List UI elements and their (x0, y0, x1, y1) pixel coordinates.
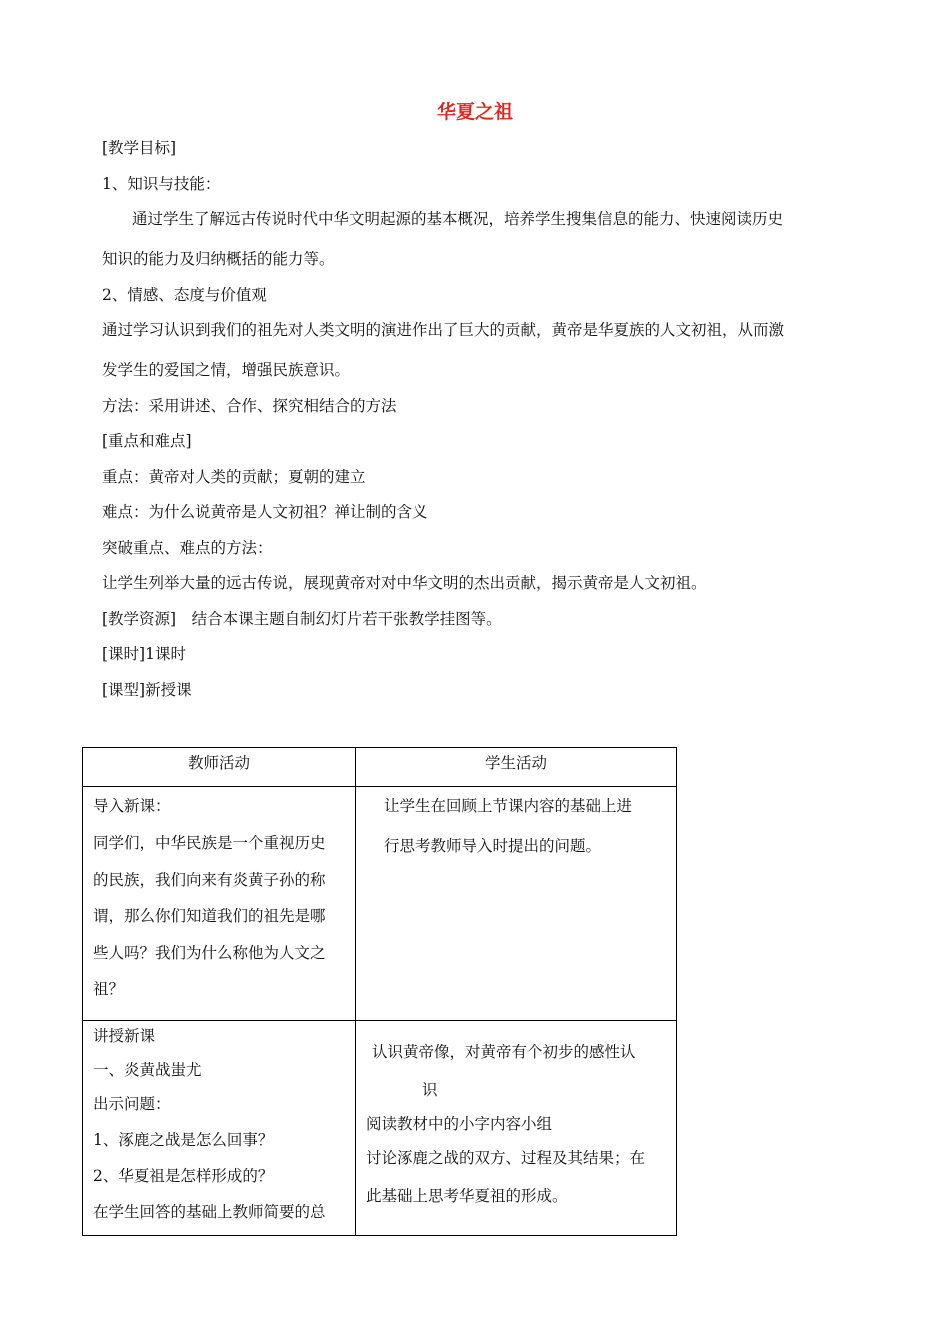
cell-line: 讨论涿鹿之战的双方、过程及其结果；在 (366, 1149, 646, 1167)
cell-line: 出示问题： (93, 1095, 171, 1113)
resources-text: [教学资源] 结合本课主题自制幻灯片若干张教学挂图等。 (102, 610, 502, 628)
teacher-activity-cell (83, 1021, 356, 1236)
header-student-activity: 学生活动 (356, 748, 677, 787)
emotion-text-line-2: 发学生的爱国之情，增强民族意识。 (102, 361, 351, 379)
cell-line: 1、涿鹿之战是怎么回事？ (93, 1131, 274, 1149)
student-activity-cell (356, 787, 677, 1021)
table-row (83, 787, 677, 1021)
table-header-row (83, 748, 677, 787)
breakthrough-text: 让学生列举大量的远古传说，展现黄帝对对中华文明的杰出贡献，揭示黄帝是人文初祖。 (102, 574, 707, 592)
objectives-heading: [教学目标] (102, 139, 177, 157)
student-activity-cell (356, 1021, 677, 1236)
cell-line: 的民族，我们向来有炎黄子孙的称 (93, 870, 326, 889)
table-row (83, 1021, 677, 1236)
teacher-activity-cell (83, 787, 356, 1021)
cell-line: 识 (422, 1081, 438, 1099)
cell-line: 让学生在回顾上节课内容的基础上进 (384, 797, 633, 815)
header-teacher-activity: 教师活动 (83, 748, 356, 787)
knowledge-heading: 1、知识与技能： (102, 175, 221, 193)
cell-line: 些人吗？我们为什么称他为人文之 (93, 943, 326, 962)
breakthrough-heading: 突破重点、难点的方法： (102, 539, 273, 557)
difficulty-text: 难点：为什么说黄帝是人文初祖？禅让制的含义 (102, 503, 428, 521)
lesson-activity-table (82, 747, 677, 1236)
class-type-text: [课型]新授课 (102, 681, 192, 699)
method-text: 方法：采用讲述、合作、探究相结合的方法 (102, 397, 397, 415)
cell-line: 谓，那么你们知道我们的祖先是哪 (93, 907, 326, 925)
cell-line: 祖？ (93, 980, 125, 998)
knowledge-text-line-2: 知识的能力及归纳概括的能力等。 (102, 250, 335, 268)
cell-line: 导入新课： (93, 797, 171, 815)
cell-line: 一、炎黄战蚩尤 (93, 1061, 202, 1079)
cell-line: 此基础上思考华夏祖的形成。 (366, 1187, 568, 1205)
emotion-text-line-1: 通过学习认识到我们的祖先对人类文明的演进作出了巨大的贡献，黄帝是华夏族的人文初祖，从而激 (102, 321, 785, 339)
document-title: 华夏之祖 (436, 101, 513, 123)
knowledge-text-line-1: 通过学生了解远古传说时代中华文明起源的基本概况，培养学生搜集信息的能力、快速阅读历史 (132, 210, 784, 228)
cell-line: 在学生回答的基础上教师简要的总 (93, 1203, 326, 1221)
cell-line: 2、华夏祖是怎样形成的？ (93, 1167, 274, 1185)
key-point-text: 重点：黄帝对人类的贡献；夏朝的建立 (102, 468, 366, 486)
cell-line: 讲授新课 (93, 1027, 156, 1045)
cell-line: 同学们，中华民族是一个重视历史 (93, 834, 326, 852)
class-hours-text: [课时]1课时 (102, 645, 186, 663)
cell-line: 认识黄帝像，对黄帝有个初步的感性认 (372, 1043, 636, 1061)
emotion-heading: 2、情感、态度与价值观 (102, 286, 267, 304)
cell-line: 行思考教师导入时提出的问题。 (384, 837, 602, 855)
keypoints-heading: [重点和难点] (102, 432, 192, 450)
cell-line: 阅读教材中的小字内容小组 (366, 1115, 553, 1133)
